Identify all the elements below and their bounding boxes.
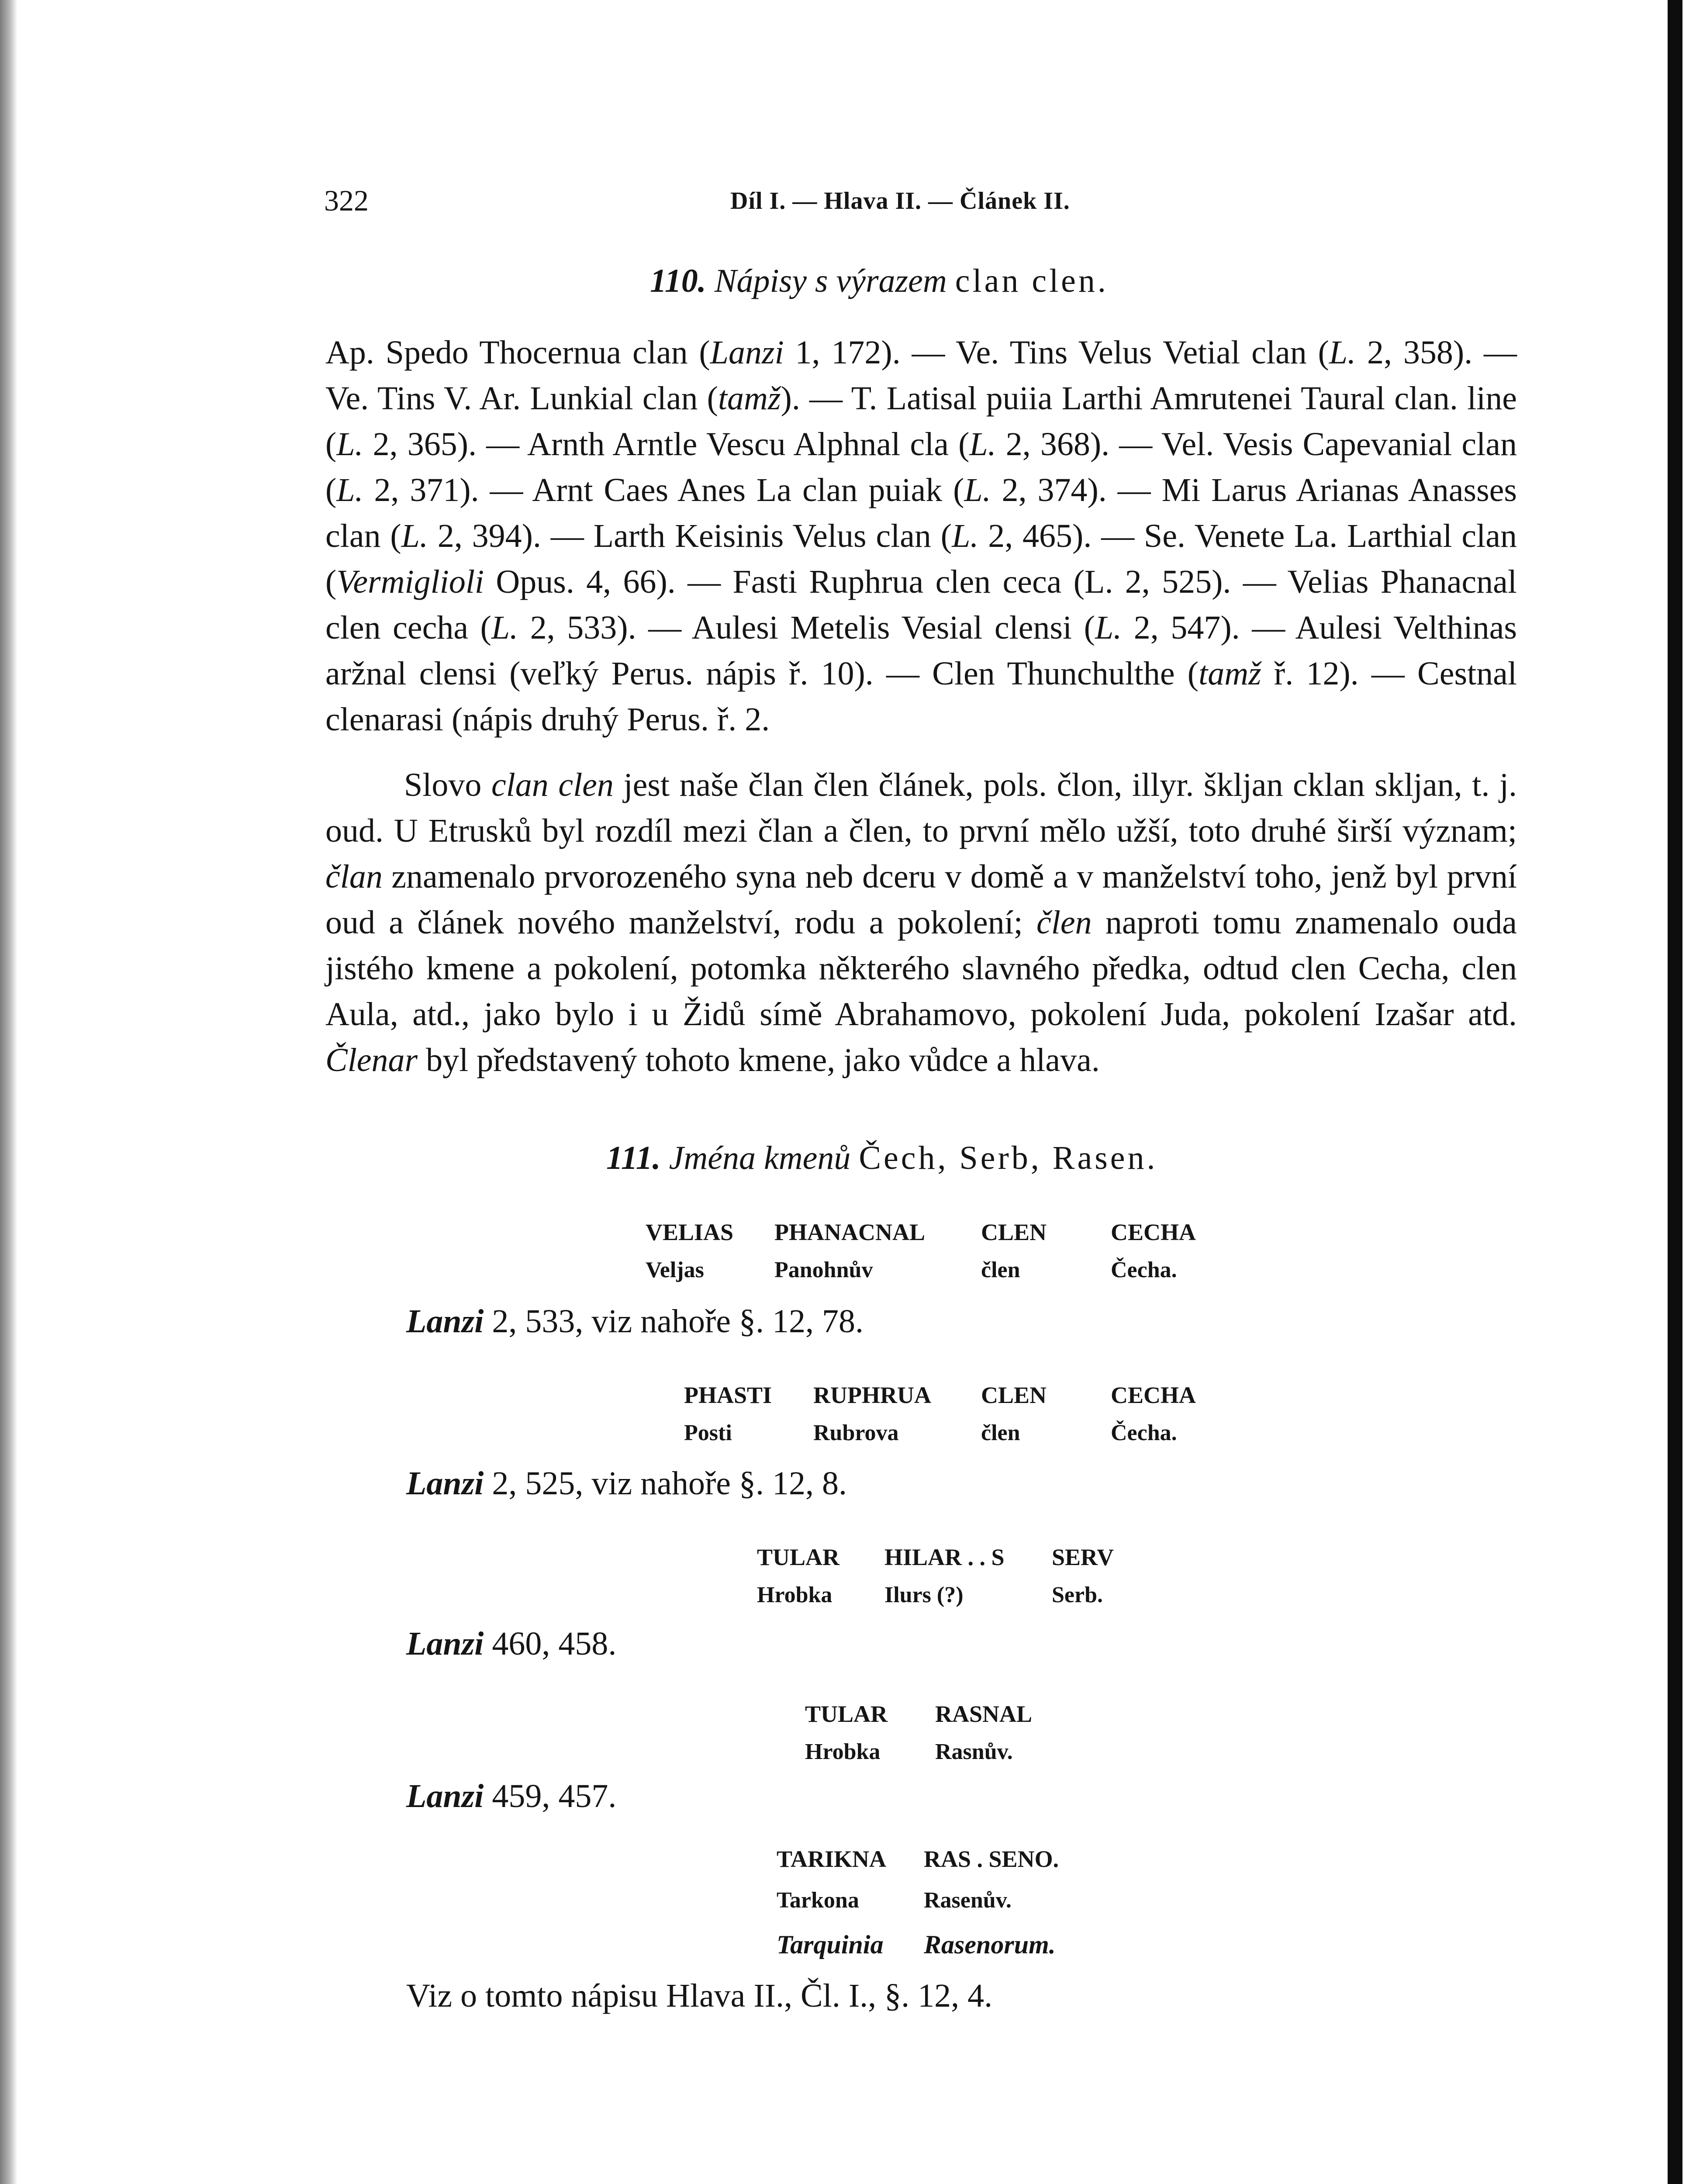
inscription-1-lower-2: Panohnův [774, 1258, 873, 1282]
paragraph1-run-11: L. [336, 472, 363, 508]
inscription-2-upper-1: PHASTI [684, 1382, 772, 1408]
inscription-4-reference-name: Lanzi [406, 1778, 484, 1814]
scan-right-margin [1682, 0, 1703, 2184]
paragraph1-run-16: 2, 394). — Larth Keisinis Velus clan ( [428, 518, 952, 554]
section-110-heading [650, 262, 1109, 300]
paragraph2-run-0: Slovo [404, 767, 491, 803]
inscription-5-lower-1: Tarkona [777, 1888, 859, 1913]
paragraph1-run-17: L. [952, 518, 979, 554]
paragraph2-run-4: znamenalo prvorozeného syna neb dceru v domě a v manželství toho, jenž byl první oud a článek nového manželství, rodu a pokolení; [325, 858, 1517, 941]
inscription-1-upper-4: CECHA [1111, 1219, 1196, 1245]
paragraph1-run-14: 2, 374). — Mi Larus Arianas Anasses clan ( [325, 472, 1517, 554]
paragraph2-run-5: člen [1036, 904, 1092, 941]
inscription-3-reference [406, 1625, 616, 1663]
inscription-4-reference-text: 459, 457. [484, 1778, 617, 1814]
paragraph1-run-24: 2, 547). — Aulesi Velthinas aržnal clensi (veľký Perus. nápis ř. 10). — Clen Thunchulthe ( [325, 609, 1517, 692]
inscription-3-reference-name: Lanzi [406, 1625, 484, 1662]
inscription-2-reference-text: 2, 525, viz nahoře §. 12, 8. [484, 1465, 847, 1502]
paragraph1-run-15: L. [401, 518, 428, 554]
paragraph1-run-3: L. [1329, 334, 1356, 371]
paragraph2-run-7: Členar [325, 1042, 418, 1078]
paragraph1-run-4: 2, 358). — Ve. Tins V. Ar. Lunkial clan ( [325, 334, 1517, 417]
paragraph1-run-22: 2, 533). — Aulesi Metelis Vesial clensi ( [518, 609, 1095, 646]
inscription-1-reference-name: Lanzi [406, 1303, 484, 1340]
paragraph1-run-7: L. [336, 426, 363, 463]
running-head: Díl I. — Hlava II. — Článek II. [730, 187, 1070, 214]
inscription-1-upper-2: PHANACNAL [774, 1219, 925, 1245]
paragraph1-run-5: tamž [718, 380, 781, 417]
inscription-2-upper-3: CLEN [981, 1382, 1047, 1408]
paragraph1-run-12: 2, 371). — Arnt Caes Anes La clan puiak ( [363, 472, 964, 508]
inscription-1-reference [406, 1303, 864, 1341]
paragraph1-run-19: Vermiglioli [336, 563, 484, 600]
paragraph1-run-2: 1, 172). — Ve. Tins Velus Vetial clan ( [784, 334, 1329, 371]
inscription-1-reference-text: 2, 533, viz nahoře §. 12, 78. [484, 1303, 864, 1340]
section-111-title-spaced: Čech, Serb, Rasen. [859, 1140, 1158, 1176]
paragraph-explanation [325, 762, 1517, 1083]
section-111-heading [606, 1139, 1158, 1177]
inscription-3-lower-1: Hrobka [757, 1583, 833, 1607]
scan-left-edge [0, 0, 17, 2184]
paragraph1-run-18: 2, 465). — Se. Venete La. Larthial clan ( [325, 518, 1517, 600]
inscription-4-upper-1: TULAR [805, 1701, 888, 1727]
section-111-number: 111. [606, 1140, 661, 1176]
inscription-5-latin-1: Tarquinia [777, 1930, 884, 1959]
inscription-2-lower-1: Posti [684, 1420, 732, 1445]
inscription-2-lower-3: člen [981, 1420, 1020, 1445]
paragraph2-run-1: clan clen [491, 767, 614, 803]
inscription-3-lower-3: Serb. [1052, 1583, 1103, 1607]
inscription-5-upper-1: TARIKNA [777, 1846, 887, 1872]
paragraph2-run-3: član [325, 858, 383, 895]
inscription-3-reference-text: 460, 458. [484, 1625, 617, 1662]
paragraph1-run-21: L. [491, 609, 518, 646]
inscription-5-latin-2: Rasenorum. [924, 1930, 1056, 1959]
inscription-2-upper-2: RUPHRUA [813, 1382, 931, 1408]
inscription-1-upper-3: CLEN [981, 1219, 1047, 1245]
paragraph1-run-8: 2, 365). — Arnth Arntle Vescu Alphnal cla ( [363, 426, 970, 463]
paragraph1-run-6: ). — T. Latisal puiia Larthi Amrutenei Taural clan. line ( [325, 380, 1517, 463]
inscription-4-lower-2: Rasnův. [935, 1739, 1013, 1764]
section-110-number: 110. [650, 263, 706, 299]
paragraph-inscriptions [325, 330, 1517, 743]
inscription-2-upper-4: CECHA [1111, 1382, 1196, 1408]
paragraph2-run-2: jest naše član člen článek, pols. člon, illyr. škljan cklan skljan, t. j. oud. U Etrusků byl rozdíl mezi član a člen, to první mělo užší, toto druhé širší význam; [325, 767, 1517, 849]
paragraph1-run-13: L. [964, 472, 991, 508]
section-110-title: Nápisy s výrazem [714, 263, 947, 299]
paragraph1-run-20: Opus. 4, 66). — Fasti Ruphrua clen ceca (L. 2, 525). — Velias Phanacnal clen cecha ( [325, 563, 1517, 646]
inscription-1-lower-4: Čecha. [1111, 1258, 1177, 1282]
inscription-4-reference [406, 1777, 616, 1815]
paragraph1-run-1: Lanzi [710, 334, 784, 371]
inscription-3-upper-1: TULAR [757, 1544, 840, 1570]
inscription-1-upper-1: VELIAS [646, 1219, 734, 1245]
inscription-4-upper-2: RASNAL [935, 1701, 1033, 1727]
final-note: Viz o tomto nápisu Hlava II., Čl. I., §. 12, 4. [406, 1977, 993, 2014]
paragraph1-run-26: ř. 12). — Cestnal clenarasi (nápis druhý Perus. ř. 2. [325, 655, 1517, 738]
inscription-3-upper-2: HILAR . . S [884, 1544, 1005, 1570]
inscription-4-lower-1: Hrobka [805, 1739, 881, 1764]
inscription-3-lower-2: Ilurs (?) [884, 1583, 964, 1607]
paragraph2-run-8: byl představený tohoto kmene, jako vůdce a hlava. [418, 1042, 1100, 1078]
inscription-2-lower-4: Čecha. [1111, 1420, 1177, 1445]
paragraph2-run-6: naproti tomu znamenalo ouda jistého kmene a pokolení, potomka některého slavného předka, odtud clen Cecha, clen Aula, atd., jako bylo i u Židů símě Abrahamovo, pokolení Juda, pokolení Izašar atd. [325, 904, 1517, 1033]
paragraph1-run-25: tamž [1199, 655, 1261, 692]
scan-right-border [1668, 0, 1682, 2184]
section-110-title-spaced: clan clen. [955, 263, 1109, 299]
paragraph1-run-23: L. [1095, 609, 1122, 646]
section-111-title: Jména kmenů [669, 1140, 851, 1176]
inscription-5-lower-2: Rasenův. [924, 1888, 1012, 1913]
paragraph1-run-10: 2, 368). — Vel. Vesis Capevanial clan ( [325, 426, 1517, 508]
paragraph1-run-0: Ap. Spedo Thocernua clan ( [325, 334, 710, 371]
page-number: 322 [324, 184, 369, 217]
inscription-2-lower-2: Rubrova [813, 1420, 899, 1445]
inscription-3-upper-3: SERV [1052, 1544, 1114, 1570]
inscription-1-lower-1: Veljas [646, 1258, 704, 1282]
paragraph1-run-9: L. [969, 426, 996, 463]
inscription-5-upper-2: RAS . SENO. [924, 1846, 1059, 1872]
inscription-1-lower-3: člen [981, 1258, 1020, 1282]
inscription-2-reference [406, 1465, 847, 1503]
inscription-2-reference-name: Lanzi [406, 1465, 484, 1502]
